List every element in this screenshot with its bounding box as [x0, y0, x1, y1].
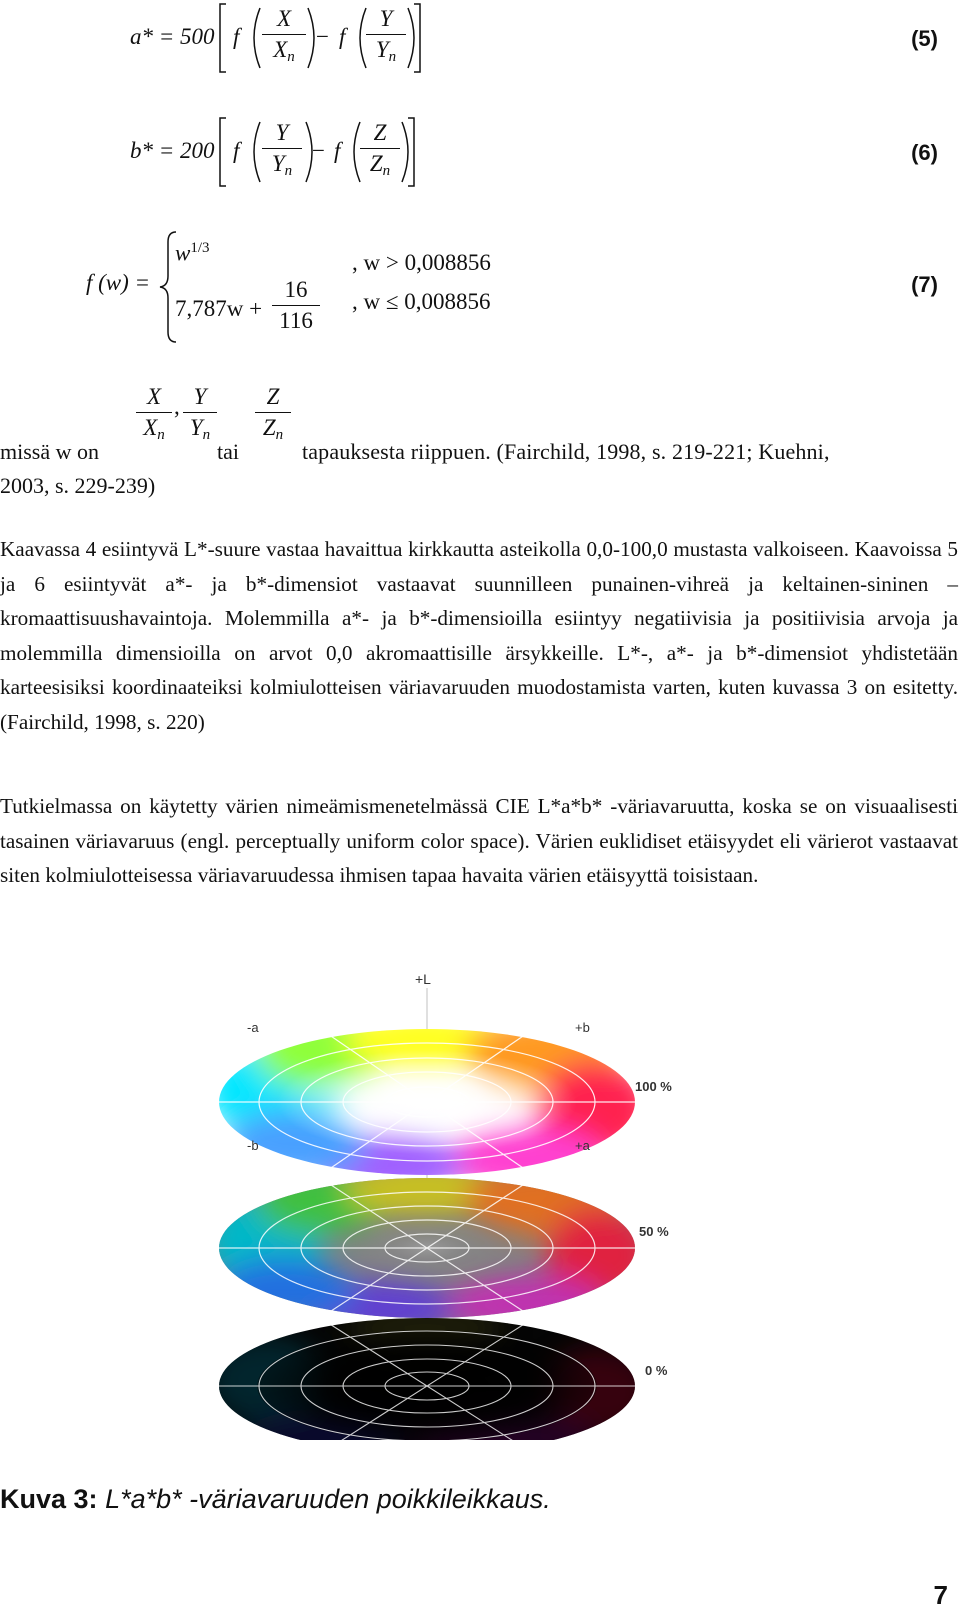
eq5-f1: f: [233, 24, 240, 49]
page-number: 7: [933, 1580, 948, 1610]
eq5-minus: −: [316, 24, 329, 49]
minus-b-label: -b: [247, 1138, 259, 1153]
caption-label: Kuva 3:: [0, 1484, 98, 1514]
level-100-label: 100 %: [635, 1079, 672, 1094]
eq7-lhs: f (w) =: [86, 270, 151, 295]
paragraph-lab-dimensions: Kaavassa 4 esiintyvä L*-suure vastaa havaittua kirkkautta asteikolla 0,0-100,0 mustasta valkoiseen. Kaavoissa 5 ja 6 esiintyvät a*- ja b*-dimensiot vastaavat suunnilleen punainen-vihreä ja keltainen-sininen –kromaattisuushavaintoja. Molemmilla a*- ja b*-dimensioilla esiintyy negatiivisia ja positiivisia arvoja ja molemmilla dimensioilla on arvot 0,0 akromaattisille ärsykkeille. L*-, a*- ja b*-dimensiot yhdistetään karteesisiksi koordinaateiksi kolmiulotteisen väriavaruuden muodostamista varten, kuten kuvassa 3 on esitetty. (Fairchild, 1998, s. 220): [0, 537, 958, 734]
where-continuation: 2003, s. 229-239): [0, 473, 156, 498]
eq7-condition-2: , w ≤ 0,008856: [352, 289, 491, 314]
where-intro: missä w on: [0, 439, 99, 464]
paragraph-cielab-usage: Tutkielmassa on käytetty värien nimeämismenetelmässä CIE L*a*b* -väriavaruutta, koska se on visuaalisesti tasainen väriavaruus (engl. perceptually uniform color space). Värien euklidiset etäisyydet eli värierot vastaavat siten kolmiulotteisessa väriavaruudessa ihmisen tapaa havaita värien etäisyyttä toisistaan.: [0, 794, 958, 887]
eq5-number: (5): [911, 26, 938, 51]
eq6-f1: f: [233, 138, 240, 163]
lab-color-space-figure: [205, 960, 725, 1440]
eq7-number: (7): [911, 272, 938, 297]
disc-0: [205, 1302, 655, 1440]
eq5-lhs: a* = 500: [130, 24, 215, 49]
eq7-case1: $w^{1/3}$: [175, 240, 210, 266]
level-50-label: 50 %: [639, 1224, 669, 1239]
eq7-condition-1: , w > 0,008856: [352, 250, 491, 275]
eq6-number: (6): [911, 140, 938, 165]
eq6-minus: −: [312, 138, 325, 163]
frac-y-over-yn: Y $Y_n$: [183, 384, 217, 448]
where-tai: tai: [217, 439, 239, 464]
eq6-frac-y: Y $Y_n$: [262, 120, 302, 184]
eq6-frac-z: Z $Z_n$: [360, 120, 400, 184]
figure-caption: [0, 1484, 551, 1515]
eq7-case2-lhs: 7,787w +: [175, 296, 263, 321]
eq7-frac: 16 116: [272, 277, 320, 334]
disc-100: [205, 1008, 655, 1199]
eq5-f2: f: [339, 24, 346, 49]
eq6-f2: f: [334, 138, 341, 163]
minus-a-label: -a: [247, 1020, 259, 1035]
level-0-label: 0 %: [645, 1363, 668, 1378]
where-rest: tapauksesta riippuen. (Fairchild, 1998, s. 219-221; Kuehni,: [302, 439, 830, 464]
eq5-frac-y: Y $Y_n$: [366, 6, 406, 70]
eq6-lhs: b* = 200: [130, 138, 215, 163]
plus-b-label: +b: [575, 1020, 590, 1035]
plus-a-label: +a: [575, 1138, 590, 1153]
frac-x-over-xn: X $X_n$: [136, 384, 172, 448]
eq5-frac-x: X $X_n$: [262, 6, 306, 70]
where-comma: ,: [174, 394, 180, 419]
frac-z-over-zn: Z $Z_n$: [255, 384, 291, 448]
caption-text: L*a*b* -väriavaruuden poikkileikkaus.: [105, 1484, 551, 1514]
plus-l-label: +L: [415, 971, 431, 987]
disc-50: [205, 1158, 655, 1338]
